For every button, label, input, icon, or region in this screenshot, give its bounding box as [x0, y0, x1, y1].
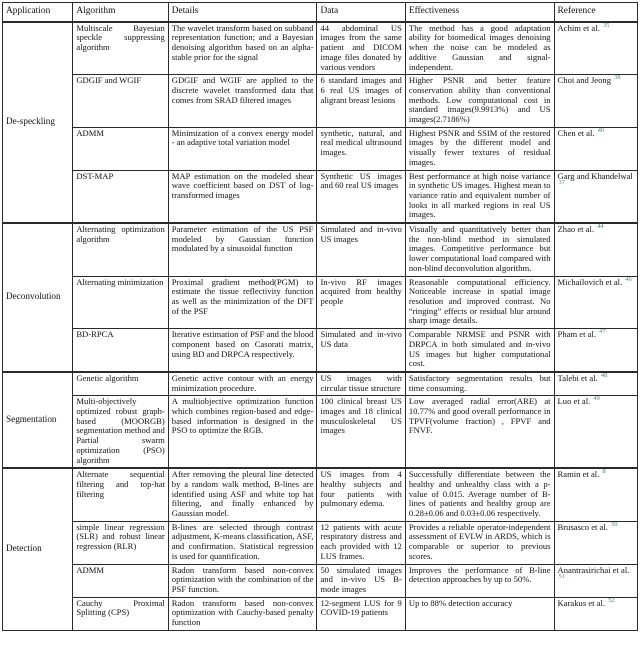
details-cell: After removing the pleural line detected by a random walk method, B-lines are identified using ASF and white top hat filtering, and finally enhanced by Gaussian model. — [168, 468, 317, 521]
table-row — [3, 329, 638, 372]
header-details: Details — [168, 3, 317, 22]
citation-link[interactable]: 49 — [593, 395, 600, 403]
reference-text: Anantrasirichai et al. — [557, 564, 630, 575]
reference-cell — [554, 276, 637, 329]
effectiveness-cell: Successfully differentiate between the healthy and unhealthy class with a p-value of 0.015. Average number of B-lines of patients and healthy group are 0.28±0.06 and 0.03±0.06 respectively. — [405, 468, 554, 521]
algorithm-cell: Alternate sequential filtering and top-hat filtering — [73, 468, 168, 521]
data-cell: US images with circular tissue structure — [317, 372, 405, 396]
effectiveness-cell: Reasonable computational efficiency. Noticeable increase in spatial image resolution and improved contrast. No “ringing” effects or residual blur around sharp image details. — [405, 276, 554, 329]
table-row — [3, 276, 638, 329]
header-algorithm: Algorithm — [73, 3, 168, 22]
data-cell: US images from 4 healthy subjects and four patients with pulmonary edema. — [317, 468, 405, 521]
effectiveness-cell: Highest PSNR and SSIM of the restored images by the different model and visually fewer textures of residual images. — [405, 127, 554, 170]
data-cell: 12 patients with acute respiratory distress and each provided with 12 LUS frames. — [317, 521, 405, 564]
reference-text: Michailovich et al. — [557, 276, 623, 287]
details-cell: Genetic active contour with an energy minimization procedure. — [168, 372, 317, 396]
citation-link[interactable]: 40 — [597, 127, 605, 134]
table-row — [3, 223, 638, 276]
data-cell: Simulated and in-vivo US images — [317, 223, 405, 276]
reference-cell — [554, 22, 637, 75]
details-cell: Radon transform based non-convex optimization with Cauchy-based penalty function — [168, 597, 317, 630]
citation-link[interactable]: 35 — [602, 21, 610, 29]
effectiveness-cell: Improves the performance of B-line detection approaches by up to 50%. — [405, 564, 554, 597]
citation-link[interactable]: 47 — [599, 328, 606, 336]
citation-link[interactable]: 50 — [611, 521, 618, 528]
table-row — [3, 564, 638, 597]
reference-cell — [554, 170, 637, 223]
effectiveness-cell: Provides a reliable operator-independent assessment of EVLW in ARDS, which is comparable or superior to previous scores. — [405, 521, 554, 564]
algorithm-cell: DST-MAP — [73, 170, 168, 223]
details-cell: Iterative estimation of PSF and the blood component based on Casorati matrix, using BD and DRPCA respectively. — [168, 329, 317, 372]
algorithm-cell: Cauchy Proximal Splitting (CPS) — [73, 597, 168, 630]
table-row — [3, 468, 638, 521]
table-row — [3, 22, 638, 75]
algorithm-cell: Genetic algorithm — [73, 372, 168, 396]
reference-cell — [554, 223, 637, 276]
effectiveness-cell: The method has a good adaptation ability for biomedical images denoising when the noise can be modeled as additive Gaussian and signal-independent. — [405, 22, 554, 75]
header-row — [3, 3, 638, 22]
reference-text: Ramin et al. — [557, 469, 600, 480]
effectiveness-cell: Visually and quantitatively better than the non-blind method in simulated images. Competitive performance but lower computational load compared with non-blind deconvolution algorithm. — [405, 223, 554, 276]
reference-cell — [554, 372, 637, 396]
table-row — [3, 396, 638, 468]
algorithm-cell: ADMM — [73, 564, 168, 597]
data-cell: In-vivo RF images acquired from healthy people — [317, 276, 405, 329]
details-cell: MAP estimation on the modeled shear wave coefficient based on DST of log-transformed images — [168, 170, 317, 223]
header-application: Application — [3, 3, 73, 22]
effectiveness-cell: Best performance at high noise variance in synthetic US images. Highest mean to variance ratio and equivalent number of looks in all marked regions in real US images. — [405, 170, 554, 223]
reference-cell — [554, 521, 637, 564]
data-cell: 6 standard images and 6 real US images of aligrant breast lesions — [317, 75, 405, 128]
table-row — [3, 521, 638, 564]
reference-cell — [554, 329, 637, 372]
reference-text: Choi and Jeong — [557, 75, 612, 86]
citation-link[interactable]: 46 — [625, 276, 632, 283]
details-cell: A multiobjective optimization function which combines region-based and edge-based information is designed in the PSO to optimize the RGB. — [168, 396, 317, 468]
effectiveness-cell: Low averaged radial error(ARE) at 10.77% and good overall performance in TPVF(volume fraction) , FPVF and FNVF. — [405, 396, 554, 468]
application-cell-deconvolution: Deconvolution — [3, 223, 73, 372]
data-cell: 100 clinical breast US images and 18 clinical musculoskeletal US images — [317, 396, 405, 468]
table-row — [3, 127, 638, 170]
details-cell: Radon transform based non-convex optimization with the combination of the PSF function. — [168, 564, 317, 597]
header-data: Data — [317, 3, 405, 22]
algorithm-cell: Multi-objectively optimized robust graph-based (MOORGB) segmentation method and Partial swarm optimization (PSO) algorithm — [73, 396, 168, 468]
review-table — [2, 2, 638, 631]
reference-cell — [554, 127, 637, 170]
reference-text: Zhao et al. — [557, 224, 595, 235]
details-cell: B-lines are selected through contrast adjustment, K-means classification, ASF, and confirmation. Statistical regression is used for quantification. — [168, 521, 317, 564]
algorithm-cell: GDGIF and WGIF — [73, 75, 168, 128]
effectiveness-cell: Up to 88% detection accuracy — [405, 597, 554, 630]
application-cell-segmentation: Segmentation — [3, 372, 73, 468]
data-cell: Synthetic US images and 60 real US images — [317, 170, 405, 223]
details-cell: Minimization of a convex energy model - an adaptive total variation model — [168, 127, 317, 170]
table-row — [3, 170, 638, 223]
data-cell: synthetic, natural, and real medical ultrasound images. — [317, 127, 405, 170]
reference-text: Garg and Khandelwal — [557, 170, 633, 181]
reference-cell — [554, 396, 637, 468]
algorithm-cell: simple linear regression (SLR) and robust linear regression (RLR) — [73, 521, 168, 564]
algorithm-cell: BD-RPCA — [73, 329, 168, 372]
details-cell: GDGIF and WGIF are applied to the discrete wavelet transformed data that comes from SRAD filtered images — [168, 75, 317, 128]
table-row — [3, 597, 638, 630]
citation-link[interactable]: 8 — [602, 468, 606, 476]
reference-text: Achim et al. — [557, 22, 600, 33]
header-reference: Reference — [554, 3, 637, 22]
data-cell: Simulated and in-vivo US data — [317, 329, 405, 372]
application-cell-despeckling: De-speckling — [3, 22, 73, 223]
reference-text: Luo et al. — [557, 396, 591, 407]
details-cell: The wavelet transform based on subband representation function; and a Bayesian denoising algorithm based on an alpha-stable prior for the signal — [168, 22, 317, 75]
header-effectiveness: Effectiveness — [405, 3, 554, 22]
algorithm-cell: Alternating optimization algorithm — [73, 223, 168, 276]
citation-link[interactable]: 52 — [608, 597, 615, 604]
reference-text: Chen et al. — [557, 127, 595, 138]
citation-link[interactable]: 38 — [614, 74, 621, 82]
reference-cell — [554, 468, 637, 521]
citation-link[interactable]: 48 — [600, 372, 608, 380]
data-cell: 12-segment LUS for 9 COVID-19 patients — [317, 597, 405, 630]
reference-text: Pham et al. — [557, 329, 596, 340]
table-row — [3, 372, 638, 396]
citation-link[interactable]: 37 — [558, 179, 565, 187]
citation-link[interactable]: 44 — [597, 223, 604, 231]
reference-cell — [554, 564, 637, 597]
algorithm-cell: Alternating minimization — [73, 276, 168, 329]
application-cell-detection: Detection — [3, 468, 73, 630]
details-cell: Proximal gradient method(PGM) to estimate the tissue reflectivity function as well as the minimization of the DFT of the PSF — [168, 276, 317, 329]
data-cell: 50 simulated images and in-vivo US B-mode images — [317, 564, 405, 597]
citation-link[interactable]: 51 — [558, 573, 565, 581]
reference-cell — [554, 597, 637, 630]
reference-cell — [554, 75, 637, 128]
reference-text: Talebi et al. — [557, 372, 598, 383]
details-cell: Parameter estimation of the US PSF modeled by Gaussian function modulated by a sinusoidal function — [168, 223, 317, 276]
reference-text: Karakus et al. — [557, 597, 606, 608]
effectiveness-cell: Comparable NRMSE and PSNR with DRPCA in both simulated and in-vivo US images but higher computational cost. — [405, 329, 554, 372]
table-row — [3, 75, 638, 128]
data-cell: 44 abdominal US images from the same patient and DICOM image files donated by various vendors — [317, 22, 405, 75]
algorithm-cell: Multiscale Bayesian speckle suppressing algorithm — [73, 22, 168, 75]
effectiveness-cell: Satisfactory segmentation results but time consuming. — [405, 372, 554, 396]
reference-text: Brusasco et al. — [557, 521, 608, 532]
algorithm-cell: ADMM — [73, 127, 168, 170]
effectiveness-cell: Higher PSNR and better feature conservation ability than conventional methods. Low computational cost in standard images(9.9913%) and US images(2.7186%) — [405, 75, 554, 128]
